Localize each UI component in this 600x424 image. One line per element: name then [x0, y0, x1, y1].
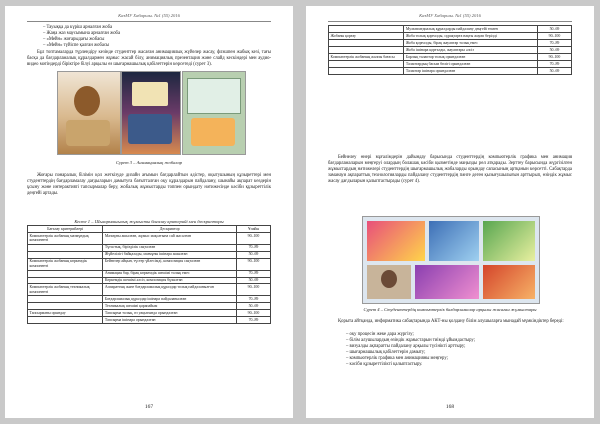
table-row [28, 270, 271, 277]
table-header-row [28, 226, 271, 233]
descriptor-cell: Тапсырма ішінара орындалған [103, 317, 237, 324]
criterion-cell: Тапсырманы орындау [28, 310, 103, 317]
criterion-cell [28, 296, 103, 303]
figure-caption: Сурет 4 – Студенттердің компьютерлік бағдарламалар арқылы жасаған жұмыстары [363, 307, 537, 312]
descriptor-cell: Техникалық шешімі қарапайым [103, 303, 237, 310]
table-row [28, 310, 271, 317]
bullet-list [43, 25, 273, 49]
paragraph: Бұл топтамаларда түрлендіру кезінде студенттер жасаған анимациялық жүйелер жасау, флэшпен жабық кезі, тағы басқа да бағдарламалық құралдармен жұмыс жасай білу, анимациялық презентация және слайд кескіндері мен аудио-видео мәтіндерді біріктіре білуі арқылы өз шығармашылық қабілеттерін көрсетеді (сурет 3). [27, 50, 271, 67]
artwork-thumbnail [367, 221, 425, 261]
paragraph: Бейнелеу өнері мұғалімдерін дайындау барысында студенттердің компьютерлік графика мен анимация бағдарламаларын меңгеруі олардың болашақ кәсіби қызметінде маңызды рөл атқарады. Зерттеу барысында жүргізілген жұмыстардың нәтижелері студенттердің шығармашылық жобаларды орындау сапасының артқанын көрсетті. Сабақтарда заманауи ақпараттық технологияларды пайдалану студенттердің пәнге деген қызығушылығын арттырып, өзіндік жұмыс жасау дағдыларын қалыптастырады (сурет 4). [328, 155, 572, 184]
score-cell: 70–89 [537, 39, 571, 46]
table-row [28, 284, 271, 296]
score-cell: 90–100 [537, 53, 571, 60]
list-item: – оқу процесін жеке дара жүргізу; [346, 332, 414, 337]
list-item: – «Мейн» жоғарыдағы жобасы [43, 36, 105, 42]
score-cell: 90–100 [236, 232, 270, 244]
left-page [5, 6, 293, 418]
running-header: КазМУ Хабаршы. №1 (55) 2016 [118, 13, 180, 18]
criterion-cell [329, 39, 404, 46]
table-row [329, 26, 572, 33]
score-cell: 70–89 [236, 296, 270, 303]
table-row [28, 303, 271, 310]
list-item: – «Мейн» түйіспе қалған жобасы [43, 42, 110, 48]
right-page [306, 6, 594, 418]
criterion-cell: Компьютерлік жобаның көркемдік компоненті [28, 258, 103, 270]
assessment-table [27, 225, 271, 324]
score-cell: 70–89 [537, 60, 571, 67]
criterion-cell [329, 67, 404, 74]
student-works-figure [362, 216, 540, 304]
descriptor-cell: Жоба толық қорғалды, сұрақтарға нақты жауап берілді [404, 32, 538, 39]
table-row [28, 296, 271, 303]
artwork-thumbnail [415, 265, 479, 299]
score-cell: 90–100 [236, 258, 270, 270]
score-cell: 50–69 [236, 251, 270, 258]
artwork-thumbnail [429, 221, 479, 261]
descriptor-cell: Талаптардың басым бөлігі орындалған [404, 60, 538, 67]
header-rule [27, 21, 271, 22]
descriptor-cell: Тапсырма толық, өз уақытында орындалған [103, 310, 237, 317]
score-cell: 90–100 [236, 284, 270, 296]
criterion-cell: Компьютерлік жобаның техникалық компоненті [28, 284, 103, 296]
descriptor-cell: Көркемдік шешімі әлсіз, композиция бұзылған [103, 277, 237, 284]
score-cell: 70–89 [236, 244, 270, 251]
page-number: 168 [445, 404, 455, 410]
criterion-cell: Компьютерлік жобаның мазмұндық компоненті [28, 232, 103, 244]
descriptor-cell: Жоба қорғалды, бірақ жауаптар толық емес [404, 39, 538, 46]
list-item: – кәсіби құзыреттілікті қалыптастыру. [346, 361, 423, 367]
descriptor-cell: Бағдарламалық құралдар ішінара пайдаланылған [103, 296, 237, 303]
descriptor-cell: Талаптар ішінара орындалған [404, 67, 538, 74]
criterion-cell [28, 251, 103, 258]
score-cell: 90–100 [236, 310, 270, 317]
table-row [28, 244, 271, 251]
table-row [329, 67, 572, 74]
descriptor-cell: Анимация бар, бірақ көркемдік шешімі толық емес [103, 270, 237, 277]
descriptor-cell: Жоба ішінара қорғалды, жауаптары әлсіз [404, 46, 538, 53]
criterion-cell: Компьютерлік жобаның жалпы бағасы [329, 53, 404, 60]
list-item: – Жаңа жаз маусымына арналған жоба [43, 30, 121, 36]
column-header: Ұпайы [236, 226, 270, 233]
header-rule [328, 21, 572, 22]
descriptor-cell: Аппараттық және бағдарламалық құралдар толық пайдаланылған [103, 284, 237, 296]
criterion-cell [329, 46, 404, 53]
animation-figure-3 [182, 71, 246, 155]
criterion-cell [28, 317, 103, 324]
paragraph: Жоғары пәнаралық білімін қол жеткізуде дизайн ағымын бағдарлайтын әдістер, оқытушының құзыреттері мен студенттердің бағдарламалау дағдыларын дамытуға бағытталған оқу құралдарын пайдалану, шынайы ақпарат көздерін ұсыну және интерактивті тапсырмалар беру, жобалық жұмыстарды топпен орындату нәтижесінде кәсіби құзыреттілік деңгейі артады. [27, 173, 271, 196]
criterion-cell [28, 277, 103, 284]
descriptor-cell: Бейнелер айқын, түстер үйлесімді, композиция сақталған [103, 258, 237, 270]
list-item: – визуалды ақпаратты пайдалану арқылы түсінікті арттыру; [346, 343, 466, 349]
criterion-cell [28, 303, 103, 310]
table-row [329, 39, 572, 46]
artwork-thumbnail [483, 221, 535, 261]
table-row [329, 32, 572, 39]
table-row [28, 232, 271, 244]
score-cell: 50–69 [537, 46, 571, 53]
column-header: Дескриптор [103, 226, 237, 233]
benefits-list [346, 332, 572, 367]
criterion-cell [329, 60, 404, 67]
criterion-cell [329, 26, 404, 33]
table-row [329, 60, 572, 67]
list-item: – Тауыққа да күріш арналған жоба [43, 25, 113, 30]
portrait-thumbnail [367, 265, 411, 299]
score-cell: 50–69 [236, 277, 270, 284]
artwork-thumbnail [483, 265, 535, 299]
column-header: Бағалау критерийлері [28, 226, 103, 233]
list-item: – компьютерлік графика мен анимацияны меңгеру; [346, 355, 448, 361]
animation-figure-1 [57, 71, 121, 155]
page-number: 167 [144, 404, 154, 410]
score-cell: 70–89 [236, 270, 270, 277]
descriptor-cell: Барлық талаптар толық орындалған [404, 53, 538, 60]
table-row [28, 277, 271, 284]
table-row [329, 46, 572, 53]
score-cell: 50–69 [537, 67, 571, 74]
assessment-table-continued [328, 25, 572, 75]
list-item: – білім алушылардың өзіндік жұмыстарын тиімді ұйымдастыру; [346, 337, 476, 343]
figure-caption: Сурет 3 – Анимациялық жобалар [115, 160, 183, 165]
animation-figure-2 [121, 71, 181, 155]
score-cell: 50–69 [236, 303, 270, 310]
table-row [28, 258, 271, 270]
descriptor-cell: Жүйелілігі байқалады, мазмұны ішінара ашылған [103, 251, 237, 258]
list-item: – шығармашылық қабілеттерін дамыту; [346, 349, 426, 355]
table-row [28, 317, 271, 324]
running-header: КазМУ Хабаршы. №1 (55) 2016 [419, 13, 481, 18]
descriptor-cell: Мультимедиалық құралдарды пайдалану деңгейі төмен [404, 26, 538, 33]
paragraph: Қорыта айтқанда, информатика сабақтарында АКТ-ны қолдану білім алушыларға мынадай мүмкіндіктер береді: [338, 319, 564, 324]
criterion-cell [28, 244, 103, 251]
score-cell: 90–100 [537, 32, 571, 39]
descriptor-cell: Тұтастық, бірізділік сақталған [103, 244, 237, 251]
table-row [28, 251, 271, 258]
criterion-cell: Жобаны қорғау [329, 32, 404, 39]
table-row [329, 53, 572, 60]
score-cell: 50–69 [537, 26, 571, 33]
descriptor-cell: Мазмұны ашылған, жұмыс мақсатына сай жасалған [103, 232, 237, 244]
table-caption: Кесте 1 – Шығармашылық жұмысты бағалау критерийі мен дескрипторы [74, 219, 224, 224]
score-cell: 70–89 [236, 317, 270, 324]
criterion-cell [28, 270, 103, 277]
